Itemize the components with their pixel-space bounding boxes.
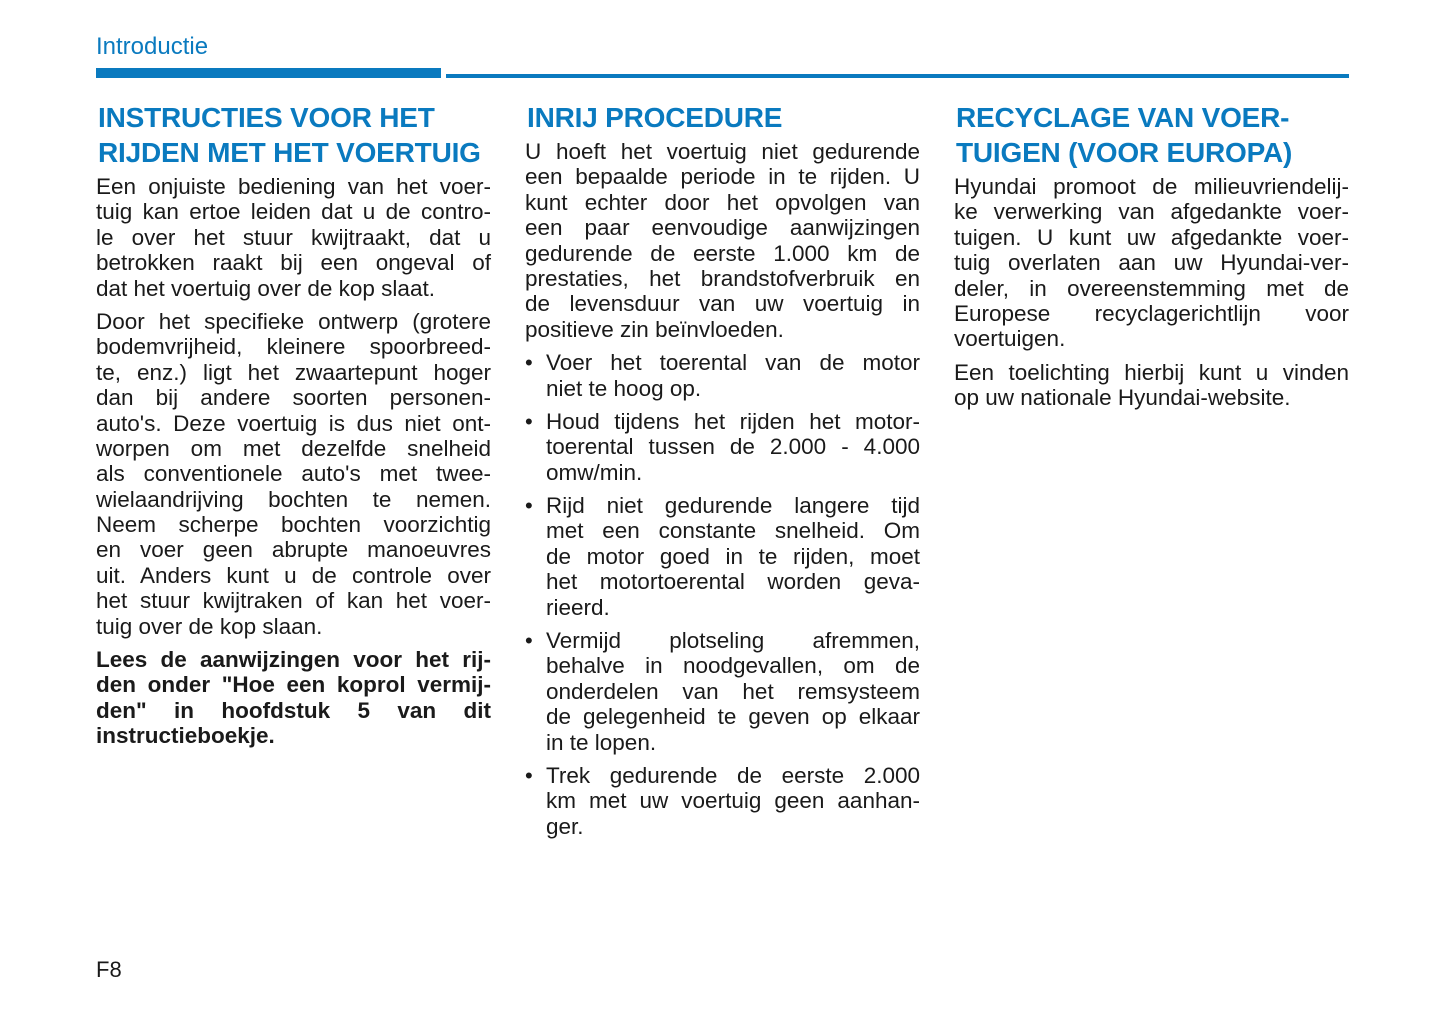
heading-line: RECYCLAGE VAN VOER- [956, 102, 1290, 133]
section-heading [956, 100, 1349, 170]
bullet-icon: • [525, 408, 533, 434]
text-line: bodemvrijheid, kleinere spoorbreed- [96, 334, 491, 360]
text-line: positieve zin beïnvloeden. [525, 316, 784, 342]
text-line: voertuigen. [954, 326, 1066, 352]
bullet-icon: • [525, 628, 533, 654]
text-line: worpen om met dezelfde snelheid [96, 435, 491, 461]
warning-paragraph [96, 647, 491, 749]
text-line: Trek gedurende de eerste 2.000 [546, 762, 920, 788]
text-line: instructieboekje. [96, 723, 275, 749]
text-line: tuig overlaten aan uw Hyundai-ver- [954, 250, 1349, 276]
bullet-item [525, 628, 920, 755]
paragraph [96, 174, 491, 301]
section-title: Introductie [96, 33, 209, 60]
text-line: Lees de aanwijzingen voor het rij- [96, 647, 491, 673]
text-line: en voer geen abrupte manoeuvres [96, 537, 491, 563]
text-line: betrokken raakt bij een ongeval of [96, 250, 491, 276]
heading-line: RIJDEN MET HET VOERTUIG [98, 137, 481, 168]
text-line: Een onjuiste bediening van het voer- [96, 174, 491, 199]
text-line: het motortoerental worden geva- [546, 569, 920, 595]
text-line: ger. [546, 813, 584, 839]
paragraph [96, 309, 491, 639]
text-line: de gelegenheid te geven op elkaar [546, 704, 920, 730]
text-line: kunt echter door het opvolgen van [525, 189, 920, 215]
text-line: de levensduur van uw voertuig in [525, 291, 920, 317]
bullet-icon: • [525, 762, 533, 788]
text-line: Door het specifieke ontwerp (grotere [96, 308, 491, 334]
bullet-icon: • [525, 493, 533, 519]
text-line: een bepaalde periode in te rijden. U [525, 164, 920, 190]
text-line: op uw nationale Hyundai-website. [954, 385, 1291, 411]
text-line: den" in hoofdstuk 5 van dit [96, 697, 491, 723]
text-line: het stuur kwijtraken of kan het voer- [96, 588, 491, 614]
column-1 [96, 100, 491, 757]
text-line: prestaties, het brandstofverbruik en [525, 265, 920, 291]
text-line: een paar eenvoudige aanwijzingen [525, 215, 920, 241]
heading-line: INRIJ PROCEDURE [527, 102, 783, 133]
column-3 [954, 100, 1349, 419]
header-rule [446, 74, 1349, 78]
text-line: Een toelichting hierbij kunt u vinden [954, 359, 1349, 385]
text-line: Vermijd plotseling afremmen, [546, 628, 920, 654]
text-line: gedurende de eerste 1.000 km de [525, 240, 920, 266]
text-line: met een constante snelheid. Om [546, 518, 920, 544]
text-line: Rijd niet gedurende langere tijd [546, 493, 920, 519]
text-line: Voer het toerental van de motor [546, 350, 920, 376]
page-number: F8 [96, 957, 122, 982]
text-line: den onder "Hoe een koprol vermij- [96, 672, 491, 698]
text-line: niet te hoog op. [546, 375, 702, 401]
bullet-item [525, 409, 920, 485]
column-2 [525, 100, 920, 847]
text-line: in te lopen. [546, 729, 657, 755]
text-line: km met uw voertuig geen aanhan- [546, 788, 920, 814]
paragraph [954, 174, 1349, 352]
text-line: U hoeft het voertuig niet gedurende [525, 139, 920, 164]
text-line: le over het stuur kwijtraakt, dat u [96, 224, 491, 250]
text-line: behalve in noodgevallen, om de [546, 653, 920, 679]
text-line: toerental tussen de 2.000 - 4.000 [546, 434, 920, 460]
bullet-item [525, 350, 920, 401]
heading-line: TUIGEN (VOOR EUROPA) [956, 137, 1293, 168]
bullet-item [525, 493, 920, 620]
bullet-item [525, 763, 920, 839]
text-line: omw/min. [546, 459, 643, 485]
text-line: Houd tijdens het rijden het motor- [546, 408, 920, 434]
text-line: ke verwerking van afgedankte voer- [954, 199, 1349, 225]
text-line: onderdelen van het remsysteem [546, 678, 920, 704]
text-line: dat het voertuig over de kop slaat. [96, 275, 435, 301]
paragraph [525, 139, 920, 342]
text-line: dan bij andere soorten personen- [96, 385, 491, 411]
text-line: Hyundai promoot de milieuvriendelij- [954, 174, 1349, 199]
heading-line: INSTRUCTIES VOOR HET [98, 102, 435, 133]
text-line: uit. Anders kunt u de controle over [96, 562, 491, 588]
text-line: Europese recyclagerichtlijn voor [954, 300, 1349, 326]
text-line: tuigen. U kunt uw afgedankte voer- [954, 224, 1349, 250]
text-line: als conventionele auto's met twee- [96, 461, 491, 487]
section-heading [527, 100, 920, 135]
bullet-icon: • [525, 350, 533, 376]
text-line: rieerd. [546, 594, 610, 620]
text-line: Neem scherpe bochten voorzichtig [96, 512, 491, 538]
paragraph [954, 360, 1349, 411]
section-heading [98, 100, 491, 170]
text-line: te, enz.) ligt het zwaartepunt hoger [96, 359, 491, 385]
header-bar [96, 68, 441, 78]
text-line: tuig over de kop slaan. [96, 613, 323, 639]
text-line: deler, in overeenstemming met de [954, 275, 1349, 301]
text-line: de motor goed in te rijden, moet [546, 543, 920, 569]
text-line: tuig kan ertoe leiden dat u de contro- [96, 199, 491, 225]
text-line: wielaandrijving bochten te nemen. [96, 486, 491, 512]
text-line: auto's. Deze voertuig is dus niet ont- [96, 410, 491, 436]
